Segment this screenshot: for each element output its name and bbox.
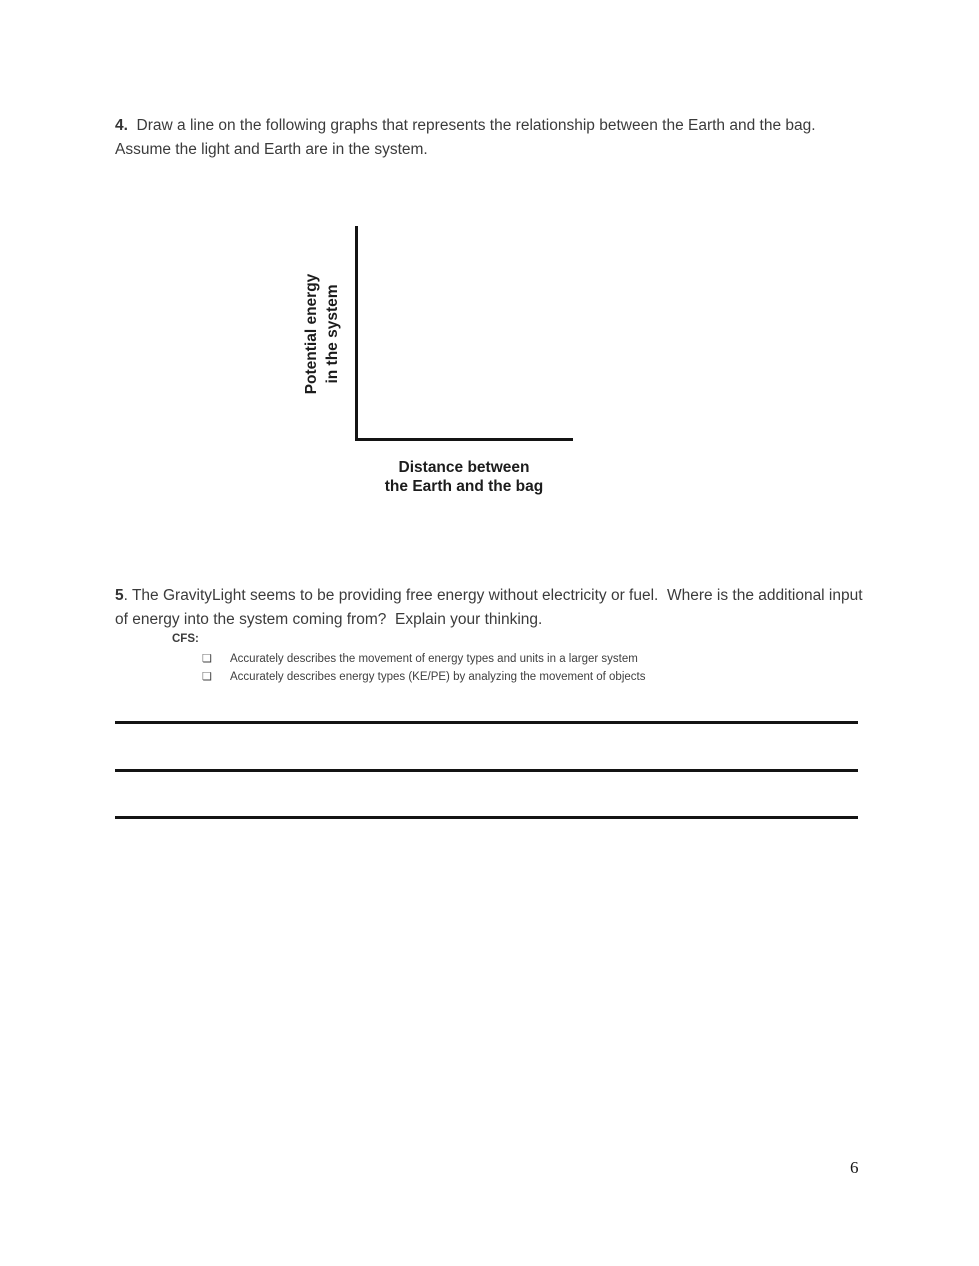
graph-x-axis-label bbox=[345, 458, 583, 496]
graph-y-axis-label-line1: Potential energy bbox=[303, 273, 320, 395]
cfs-item-text: Accurately describes the movement of energy types and units in a larger system bbox=[230, 653, 638, 665]
graph-x-axis-label-line1: Distance between bbox=[398, 459, 530, 476]
question-4-number: 4. bbox=[115, 117, 128, 134]
cfs-item-text: Accurately describes energy types (KE/PE) by analyzing the movement of objects bbox=[230, 671, 646, 683]
cfs-checklist-item bbox=[202, 668, 645, 686]
question-5-number: 5 bbox=[115, 587, 124, 604]
graph-y-axis-label-line2: in the system bbox=[324, 284, 341, 384]
cfs-checklist-item bbox=[202, 650, 645, 668]
cfs-checklist bbox=[202, 650, 645, 686]
cfs-label: CFS: bbox=[172, 633, 199, 645]
question-4 bbox=[115, 114, 863, 162]
graph-y-axis-line bbox=[355, 226, 358, 441]
answer-blank-line bbox=[115, 721, 858, 724]
page-number: 6 bbox=[850, 1158, 859, 1177]
graph-x-axis-label-line2: the Earth and the bag bbox=[384, 478, 544, 495]
answer-blank-line bbox=[115, 816, 858, 819]
graph-y-axis-label bbox=[301, 224, 343, 444]
graph-x-axis-line bbox=[355, 438, 573, 441]
checkbox-icon: ❏ bbox=[202, 671, 212, 683]
answer-blank-line bbox=[115, 769, 858, 772]
question-5 bbox=[115, 584, 867, 632]
question-5-text: . The GravityLight seems to be providing free energy without electricity or fuel. Where is the additional input of energy into the system coming from? Explain your thinking. bbox=[115, 587, 867, 628]
checkbox-icon: ❏ bbox=[202, 653, 212, 665]
question-4-text: Draw a line on the following graphs that represents the relationship between the Earth and the bag. Assume the light and Earth are in the system. bbox=[115, 117, 824, 158]
